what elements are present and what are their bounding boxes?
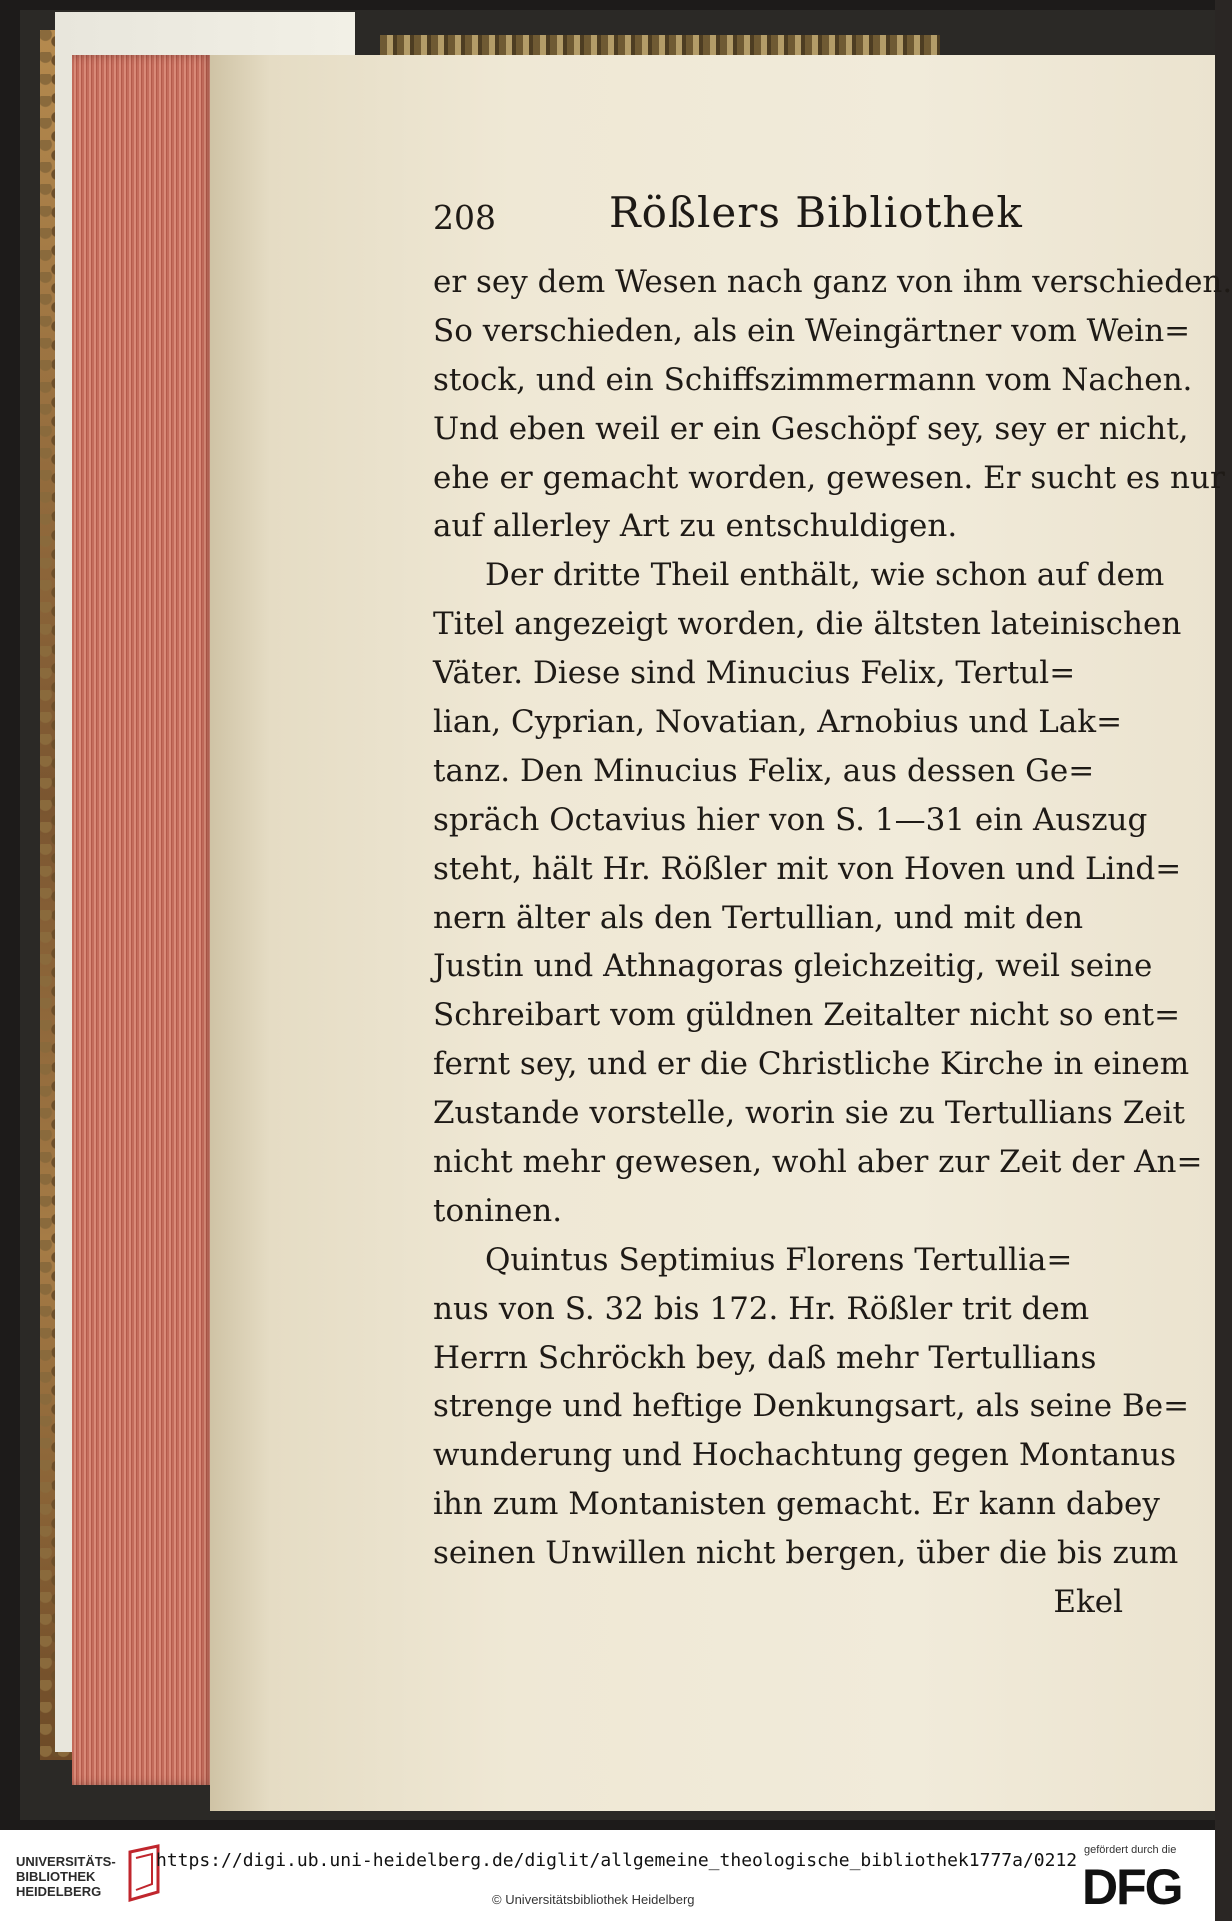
text-line: er sey dem Wesen nach ganz von ihm verschieden.: [433, 264, 1232, 300]
text-line: nicht mehr gewesen, wohl aber zur Zeit der An=: [433, 1144, 1203, 1181]
text-line: nus von S. 32 bis 172. Hr. Rößler trit dem: [433, 1290, 1090, 1327]
running-head: [433, 180, 1123, 258]
running-title: Rößlers Bibliothek: [609, 188, 1023, 237]
text-line: Quintus Septimius Florens Tertullia=: [485, 1241, 1073, 1278]
text-line: stock, und ein Schiffszimmermann vom Nachen.: [433, 361, 1193, 398]
text-line: lian, Cyprian, Novatian, Arnobius und Lak=: [433, 704, 1123, 741]
text-line: tanz. Den Minucius Felix, aus dessen Ge=: [433, 752, 1095, 789]
text-line: ehe er gemacht worden, gewesen. Er sucht es nur: [433, 459, 1225, 496]
text-line: spräch Octavius hier von S. 1—31 ein Auszug: [433, 801, 1148, 838]
text-line: auf allerley Art zu entschuldigen.: [433, 508, 958, 545]
text-line: steht, hält Hr. Rößler mit von Hoven und Lind=: [433, 850, 1182, 887]
text-line: strenge und heftige Denkungsart, als seine Be=: [433, 1388, 1190, 1425]
text-line: fernt sey, und er die Christliche Kirche in einem: [433, 1046, 1190, 1083]
page-number: 208: [433, 198, 496, 237]
permalink-url[interactable]: https://digi.ub.uni-heidelberg.de/diglit/allgemeine_theologische_bibliothek1777a/0212: [156, 1850, 1078, 1871]
text-line: Titel angezeigt worden, die ältsten lateinischen: [433, 606, 1182, 643]
library-name-line: HEIDELBERG: [16, 1884, 102, 1899]
text-line: wunderung und Hochachtung gegen Montanus: [433, 1437, 1177, 1474]
text-line: Schreibart vom güldnen Zeitalter nicht so ent=: [433, 997, 1181, 1034]
viewer-footer: [0, 1830, 1215, 1921]
text-line: Und eben weil er ein Geschöpf sey, sey er nicht,: [433, 410, 1189, 447]
red-page-edges: [72, 55, 217, 1785]
text-line: Väter. Diese sind Minucius Felix, Tertul=: [433, 655, 1076, 692]
text-line: toninen.: [433, 1192, 563, 1229]
body-lines: [433, 258, 1232, 1578]
library-name: [16, 1854, 116, 1899]
text-line: Justin und Athnagoras gleichzeitig, weil seine: [433, 948, 1153, 985]
page-text-block: [433, 180, 1232, 1627]
library-name-line: UNIVERSITÄTS-: [16, 1854, 116, 1869]
dfg-logo: DFG: [1082, 1859, 1182, 1915]
text-line: ihn zum Montanisten gemacht. Er kann dabey: [433, 1486, 1160, 1523]
text-line: Zustande vorstelle, worin sie zu Tertullians Zeit: [433, 1095, 1185, 1132]
funding-label: gefördert durch die: [1084, 1844, 1177, 1856]
catchword: Ekel: [1053, 1584, 1123, 1621]
text-line: seinen Unwillen nicht bergen, über die bis zum: [433, 1535, 1179, 1572]
text-line: nern älter als den Tertullian, und mit den: [433, 899, 1084, 936]
text-line: So verschieden, als ein Weingärtner vom Wein=: [433, 312, 1191, 349]
library-name-line: BIBLIOTHEK: [16, 1869, 96, 1884]
copyright-notice: © Universitätsbibliothek Heidelberg: [492, 1892, 695, 1907]
text-line: Herrn Schröckh bey, daß mehr Tertullians: [433, 1339, 1097, 1376]
text-line: Der dritte Theil enthält, wie schon auf dem: [485, 557, 1165, 594]
